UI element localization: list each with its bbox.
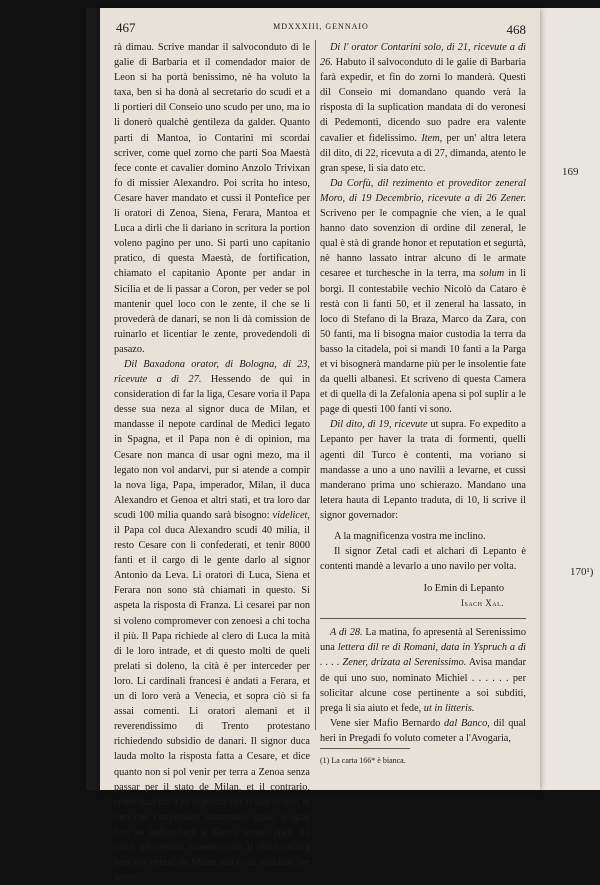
document-page (100, 8, 540, 884)
running-head: MDXXXIII, GENNAIO (273, 22, 369, 31)
column-divider (315, 40, 316, 730)
signature-line-1: Io Emin di Lepanto (423, 583, 504, 595)
right-paragraph-3 (320, 417, 526, 523)
entry-text: Scriveno per le compagnie che vien, a le qual hanno dato sovenzion di ordine dil zeneral, le qual è stà di grande honor et reputation et segurtà, nè hanno lassato intrar alcuno di le armate cesaree et turchesche in la terra, ma (320, 208, 526, 280)
left-column (114, 40, 310, 885)
scan-left-edge (86, 8, 100, 790)
entry-italic: solum (479, 268, 505, 280)
right-paragraph-4 (320, 625, 526, 716)
entry-heading-dito: Dil dito, di 19, ricevute (330, 419, 428, 431)
entry-text: , il Papa col duca Alexandro scudi 40 milia, il resto Cesare con li confederati, et tenir 8000 fanti et il cargo di le gente darlo al signor Antonio da Leva. Li oratori di Luca, Siena et Ferara non sono stà chiamati in questo. Si aspeta la risposta di Franza. Li cesarei par non si voleno compromever con zenoesi a chi tocha il più. Il Papa richiede al clero di Luca la mità di le loro intrade, et di questo molti de queli prelati si doleno, la cità è per interceder per loro. Li cardinali francesi è andati a Ferara, et un di loro verà a Venecia, et sopra ciò si fa assai comenti. Li oratori alemani et il reverendissimo di Trento protestano richiedendo subsidio de danari. Il signor duca lauda molto la risposta fatta a Cesare, et dice quanto non si pol venir per terra a Zenoa senza passar per il stato de Milan, et il contrario, come farà dir a la Signoria per il suo orator, et tien che l'imperador dimanderà galie, il qual non se imbarcherà a Zenoa avanti april. Li conti dil credito havemo con il duca ancora non son venuti da Milan, ma è stà solicitati per letere. (114, 509, 310, 884)
entry-italic: dal Banco (444, 717, 488, 729)
left-paragraph-2 (114, 357, 310, 885)
entry-text: La matina, fo apresentà al Serenissimo una (320, 627, 526, 654)
entry-text: ut supra. Fo expedito a Lepanto per haver la trata di formenti, quelli agenti dil Turco è contenti, ma voriano si mandasse a uno a uno navilii a levarne, et cussì manderano prima uno schierazo. Mandano una letera hauta di Lepanto traduta, di 10, li scrive il signor governador: (320, 419, 526, 521)
left-paragraph-1: rà dimau. Scrive mandar il salvoconduto di le galie di Barbaria et il comendador maior de Leon si ha portà benissimo, nè ha voluto la taxa, ben si ha donà al secretario do scudi et a li portieri dil Conseio uno scudo per uno, ma io li donerò qualchè gentileza da galder. Quanto parti di Mantoa, io Contarini mi scordai scriver, come quel zorno che parti Soa Maestà fece conte et cavalier domino Anzolo Trivixan fo di missier Alexandro. Poi scrita ho inteso, Cesare haver mandato et cussì il Pontefice per li oratori di Zenoa, Siena, Ferara, Mantoa et Luca a dirli che li dariano in scritura la portion voleno pagino per uno. Si partì uno capitanio pratico, di questa Maestà, de fortification, chiamato el capitanio Aponte per andar in Sicilia et de li passar a Coron, per veder se pol mantenir quel loco con le zente, il che se li provederà de danari, se non li dà comission de ruinarlo et licentiar le zente, provedendoli di pasazo. (114, 42, 310, 355)
right-paragraph-1 (320, 40, 526, 176)
entry-heading-baxadona: Dil Baxadona orator, di Bologna, di 23, ricevute a dì 27. (114, 358, 310, 386)
right-column (320, 40, 526, 746)
entry-heading-corfu: Da Corfù, dil rezimento et proveditor zeneral Moro, di 19 Decembrio, ricevute a dì 26 Zener. (320, 177, 526, 204)
entry-italic: videlicet (272, 509, 308, 521)
two-column-body (114, 40, 526, 884)
page-header (116, 16, 526, 38)
quoted-letter (320, 529, 526, 574)
letter-line-2: Il signor Zetal cadì et alchari di Lepanto è contenti mandè a levarlo a uno navilo per volta. (320, 546, 526, 573)
entry-text: , per un' altra letera dil dito, di 22, ricevuta a dì 27, dimanda, atento le gran spese, li sia dato etc. (320, 132, 526, 174)
page-number-right: 468 (506, 22, 526, 37)
entry-text: in li borgi. Il contestabile vechio Nicolò da Cataro è restà con li fanti 50, et il zeneral ha lassato, in loco di Stefano di la Braza, Marco da Zara, con 50 fanti, ma li bisogna maior custodia la terra da basso la citadela, poi si mandi 10 fanti a la Parga et vi bisognerà mandarne più per le insolentie fate da quelli albanesi. Et scriveno di questa Camera et di quella di la Zefalonia apena si pol suplir a le page di questi 100 fanti vi sono. (320, 268, 526, 416)
section-rule (320, 618, 526, 619)
right-paragraph-5 (320, 716, 526, 746)
entry-text: , dil qual heri in Pregadi fo voluto cometer a l'Avogaria, (320, 717, 526, 744)
entry-heading-contarini: Di l' orator Contarini solo, di 21, ricevute a dì 26. (320, 42, 526, 69)
entry-text: Hessendo de qui in consideration di far la liga, Cesare voria il Papa desse sua neza al signor duca de Milan, et mandasse il nepote cardinal de Medici legato in Spagna, et il Papa non è di opinion, ma Cesare non manca di usar ogni mezo, ma il legato non vol andarvi, pur si atende a compir la nova liga, Papa, imperador, Milan, il duca Alexandro et Genoa et altri stati, et tra loro dar scudi 100 milia quando sarà bisogno: (114, 374, 310, 521)
entry-italic: lettera dil re di Romani, data in Yspruch a dì . . . . Zener, drizata al Serenissimo. (320, 642, 526, 669)
signature-line-2: Isach Xal. (461, 598, 504, 609)
entry-italic: Item (421, 132, 440, 144)
right-paragraph-2 (320, 176, 526, 418)
entry-date: A dì 28. (330, 627, 363, 639)
entry-text: Avisa mandar de qui uno suo, nominato Michiel . . . . . . per solicitar alcune cose pertinente a soi subditi, prega li sia aiuto et fede, (320, 657, 526, 714)
footnote-rule (320, 748, 410, 749)
margin-number-169: 169 (562, 166, 579, 178)
footnote: (1) La carta 166* è bianca. (320, 756, 406, 765)
margin-number-170: 170¹) (570, 566, 594, 578)
letter-signature (320, 582, 526, 610)
entry-italic: ut in litteris. (423, 702, 475, 714)
page-number-left: 467 (116, 20, 136, 35)
entry-text: Vene sier Mafio Bernardo (330, 717, 445, 729)
letter-line-1: A la magnificenza vostra me inclino. (334, 531, 486, 542)
entry-text: Habuto il salvoconduto di le galie di Barbaria farà expedir, et fin do zorni lo manderà. Questi dil Conseio mi domandano quando verà la risposta di la suplication mandata di do veronesi di Pedemonti, dicendo suo padre era valente cavalier et fidelissimo. (320, 57, 526, 144)
scan-right-margin (540, 8, 600, 790)
